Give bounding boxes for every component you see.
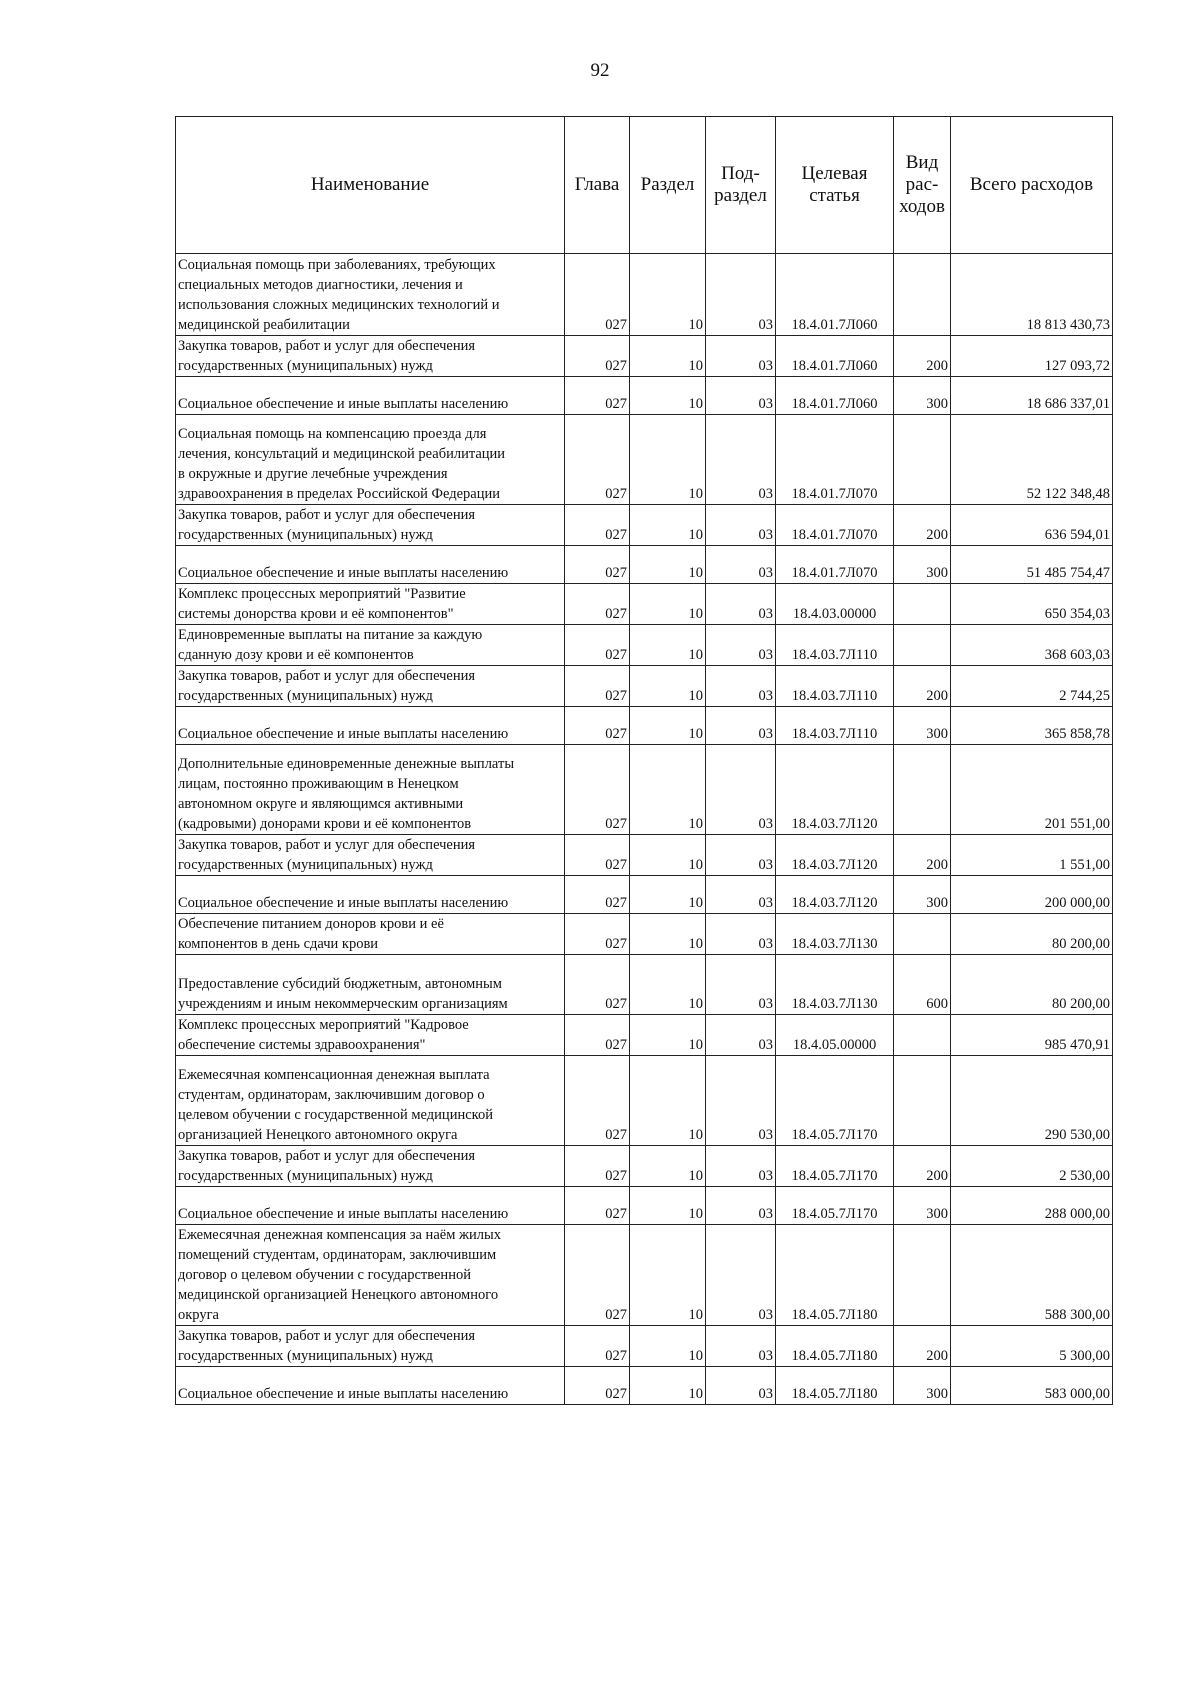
- table-row: [176, 415, 1113, 505]
- cell-name: Закупка товаров, работ и услуг для обеспечения государственных (муниципальных) нужд: [176, 1146, 565, 1187]
- cell-section: 10: [630, 955, 706, 1015]
- cell-name: Социальное обеспечение и иные выплаты населению: [176, 1367, 565, 1405]
- cell-chapter: 027: [565, 584, 630, 625]
- cell-total: 200 000,00: [951, 876, 1113, 914]
- table-row: [176, 625, 1113, 666]
- cell-expense-type: 200: [894, 1326, 951, 1367]
- table-row: [176, 707, 1113, 745]
- cell-subsection: 03: [706, 1146, 776, 1187]
- cell-subsection: 03: [706, 876, 776, 914]
- cell-name: Дополнительные единовременные денежные выплаты лицам, постоянно проживающим в Ненецком автономном округе и являющимся активными (кадровыми) донорами крови и её компонентов: [176, 745, 565, 835]
- cell-target: 18.4.01.7Л060: [776, 254, 894, 336]
- cell-name: Предоставление субсидий бюджетным, автономным учреждениям и иным некоммерческим организациям: [176, 955, 565, 1015]
- cell-target: 18.4.05.00000: [776, 1015, 894, 1056]
- cell-expense-type: [894, 1056, 951, 1146]
- cell-section: 10: [630, 876, 706, 914]
- cell-name: Социальная помощь при заболеваниях, требующих специальных методов диагностики, лечения и использования сложных медицинских технологий и медицинской реабилитации: [176, 254, 565, 336]
- cell-subsection: 03: [706, 1187, 776, 1225]
- column-header-chapter: Глава: [565, 117, 630, 254]
- cell-expense-type: [894, 1015, 951, 1056]
- cell-subsection: 03: [706, 254, 776, 336]
- table-row: [176, 914, 1113, 955]
- budget-table: [175, 116, 1113, 1405]
- cell-subsection: 03: [706, 1056, 776, 1146]
- column-header-total: Всего расходов: [951, 117, 1113, 254]
- cell-target: 18.4.03.00000: [776, 584, 894, 625]
- cell-section: 10: [630, 625, 706, 666]
- cell-name: Социальное обеспечение и иные выплаты населению: [176, 1187, 565, 1225]
- table-row: [176, 1326, 1113, 1367]
- cell-name: Ежемесячная денежная компенсация за наём жилых помещений студентам, ординаторам, заключившим договор о целевом обучении с государственной медицинской организацией Ненецкого автономного округа: [176, 1225, 565, 1326]
- cell-target: 18.4.03.7Л110: [776, 707, 894, 745]
- cell-total: 80 200,00: [951, 914, 1113, 955]
- cell-section: 10: [630, 1146, 706, 1187]
- cell-target: 18.4.01.7Л060: [776, 377, 894, 415]
- cell-total: 583 000,00: [951, 1367, 1113, 1405]
- cell-subsection: 03: [706, 625, 776, 666]
- table-body: [176, 254, 1113, 1405]
- cell-total: 80 200,00: [951, 955, 1113, 1015]
- table-row: [176, 745, 1113, 835]
- cell-chapter: 027: [565, 707, 630, 745]
- cell-total: 51 485 754,47: [951, 546, 1113, 584]
- cell-target: 18.4.03.7Л130: [776, 914, 894, 955]
- cell-section: 10: [630, 546, 706, 584]
- cell-chapter: 027: [565, 914, 630, 955]
- cell-total: 290 530,00: [951, 1056, 1113, 1146]
- cell-total: 288 000,00: [951, 1187, 1113, 1225]
- cell-subsection: 03: [706, 914, 776, 955]
- cell-expense-type: 300: [894, 1187, 951, 1225]
- cell-name: Социальное обеспечение и иные выплаты населению: [176, 707, 565, 745]
- table-row: [176, 584, 1113, 625]
- table-row: [176, 1187, 1113, 1225]
- cell-name: Обеспечение питанием доноров крови и её компонентов в день сдачи крови: [176, 914, 565, 955]
- cell-expense-type: 200: [894, 1146, 951, 1187]
- cell-expense-type: [894, 1225, 951, 1326]
- cell-section: 10: [630, 254, 706, 336]
- cell-total: 18 686 337,01: [951, 377, 1113, 415]
- cell-name: Социальное обеспечение и иные выплаты населению: [176, 876, 565, 914]
- cell-section: 10: [630, 415, 706, 505]
- column-header-target: Целевая статья: [776, 117, 894, 254]
- cell-section: 10: [630, 505, 706, 546]
- cell-target: 18.4.03.7Л120: [776, 876, 894, 914]
- cell-target: 18.4.05.7Л170: [776, 1056, 894, 1146]
- cell-expense-type: 200: [894, 666, 951, 707]
- cell-section: 10: [630, 914, 706, 955]
- cell-name: Социальное обеспечение и иные выплаты населению: [176, 377, 565, 415]
- table-row: [176, 955, 1113, 1015]
- cell-total: 5 300,00: [951, 1326, 1113, 1367]
- cell-section: 10: [630, 1225, 706, 1326]
- cell-total: 636 594,01: [951, 505, 1113, 546]
- cell-target: 18.4.05.7Л180: [776, 1225, 894, 1326]
- cell-section: 10: [630, 745, 706, 835]
- cell-expense-type: 300: [894, 707, 951, 745]
- table-row: [176, 505, 1113, 546]
- table-row: [176, 546, 1113, 584]
- cell-total: 2 744,25: [951, 666, 1113, 707]
- cell-total: 588 300,00: [951, 1225, 1113, 1326]
- cell-expense-type: 300: [894, 546, 951, 584]
- page-number: 92: [590, 60, 610, 81]
- cell-chapter: 027: [565, 254, 630, 336]
- cell-target: 18.4.05.7Л170: [776, 1146, 894, 1187]
- table-row: [176, 1015, 1113, 1056]
- cell-subsection: 03: [706, 955, 776, 1015]
- cell-chapter: 027: [565, 1187, 630, 1225]
- cell-name: Комплекс процессных мероприятий "Кадровое обеспечение системы здравоохранения": [176, 1015, 565, 1056]
- cell-target: 18.4.05.7Л180: [776, 1367, 894, 1405]
- cell-target: 18.4.01.7Л070: [776, 505, 894, 546]
- cell-name: Закупка товаров, работ и услуг для обеспечения государственных (муниципальных) нужд: [176, 835, 565, 876]
- cell-total: 52 122 348,48: [951, 415, 1113, 505]
- cell-target: 18.4.03.7Л130: [776, 955, 894, 1015]
- cell-section: 10: [630, 584, 706, 625]
- cell-chapter: 027: [565, 415, 630, 505]
- cell-chapter: 027: [565, 625, 630, 666]
- cell-expense-type: [894, 625, 951, 666]
- table-row: [176, 1225, 1113, 1326]
- cell-name: Комплекс процессных мероприятий "Развитие системы донорства крови и её компонентов": [176, 584, 565, 625]
- cell-expense-type: 600: [894, 955, 951, 1015]
- table-row: [176, 1146, 1113, 1187]
- column-header-section: Раздел: [630, 117, 706, 254]
- table-header-row: [176, 117, 1113, 254]
- column-header-expense-type: Вид рас- ходов: [894, 117, 951, 254]
- cell-target: 18.4.03.7Л120: [776, 745, 894, 835]
- cell-target: 18.4.05.7Л180: [776, 1326, 894, 1367]
- cell-name: Закупка товаров, работ и услуг для обеспечения государственных (муниципальных) нужд: [176, 505, 565, 546]
- cell-expense-type: [894, 745, 951, 835]
- cell-subsection: 03: [706, 1367, 776, 1405]
- cell-target: 18.4.01.7Л070: [776, 546, 894, 584]
- cell-subsection: 03: [706, 745, 776, 835]
- cell-chapter: 027: [565, 505, 630, 546]
- cell-subsection: 03: [706, 1326, 776, 1367]
- cell-name: Социальное обеспечение и иные выплаты населению: [176, 546, 565, 584]
- cell-expense-type: 200: [894, 336, 951, 377]
- cell-chapter: 027: [565, 1367, 630, 1405]
- cell-subsection: 03: [706, 584, 776, 625]
- cell-name: Закупка товаров, работ и услуг для обеспечения государственных (муниципальных) нужд: [176, 1326, 565, 1367]
- cell-total: 2 530,00: [951, 1146, 1113, 1187]
- cell-expense-type: 300: [894, 1367, 951, 1405]
- cell-total: 650 354,03: [951, 584, 1113, 625]
- table-row: [176, 336, 1113, 377]
- cell-section: 10: [630, 1367, 706, 1405]
- cell-expense-type: 300: [894, 876, 951, 914]
- cell-chapter: 027: [565, 745, 630, 835]
- cell-total: 985 470,91: [951, 1015, 1113, 1056]
- cell-total: 201 551,00: [951, 745, 1113, 835]
- cell-subsection: 03: [706, 1225, 776, 1326]
- cell-section: 10: [630, 336, 706, 377]
- cell-name: Социальная помощь на компенсацию проезда для лечения, консультаций и медицинской реабилитации в окружные и другие лечебные учреждения здравоохранения в пределах Российской Федерации: [176, 415, 565, 505]
- table-row: [176, 666, 1113, 707]
- table-row: [176, 254, 1113, 336]
- cell-target: 18.4.03.7Л120: [776, 835, 894, 876]
- cell-section: 10: [630, 835, 706, 876]
- cell-section: 10: [630, 377, 706, 415]
- cell-chapter: 027: [565, 1056, 630, 1146]
- cell-expense-type: 200: [894, 505, 951, 546]
- cell-chapter: 027: [565, 546, 630, 584]
- cell-section: 10: [630, 1015, 706, 1056]
- cell-section: 10: [630, 1187, 706, 1225]
- cell-target: 18.4.03.7Л110: [776, 666, 894, 707]
- cell-expense-type: [894, 415, 951, 505]
- cell-chapter: 027: [565, 377, 630, 415]
- cell-expense-type: 200: [894, 835, 951, 876]
- table-row: [176, 1367, 1113, 1405]
- cell-section: 10: [630, 707, 706, 745]
- cell-expense-type: 300: [894, 377, 951, 415]
- cell-chapter: 027: [565, 1146, 630, 1187]
- cell-target: 18.4.01.7Л060: [776, 336, 894, 377]
- cell-target: 18.4.05.7Л170: [776, 1187, 894, 1225]
- cell-section: 10: [630, 1056, 706, 1146]
- cell-chapter: 027: [565, 876, 630, 914]
- cell-total: 365 858,78: [951, 707, 1113, 745]
- cell-chapter: 027: [565, 955, 630, 1015]
- cell-section: 10: [630, 1326, 706, 1367]
- cell-chapter: 027: [565, 336, 630, 377]
- cell-name: Ежемесячная компенсационная денежная выплата студентам, ординаторам, заключившим договор о целевом обучении с государственной медицинской организацией Ненецкого автономного округа: [176, 1056, 565, 1146]
- table-row: [176, 377, 1113, 415]
- cell-chapter: 027: [565, 1015, 630, 1056]
- cell-total: 368 603,03: [951, 625, 1113, 666]
- cell-subsection: 03: [706, 1015, 776, 1056]
- cell-name: Закупка товаров, работ и услуг для обеспечения государственных (муниципальных) нужд: [176, 336, 565, 377]
- table-row: [176, 1056, 1113, 1146]
- cell-chapter: 027: [565, 1225, 630, 1326]
- column-header-subsection: Под- раздел: [706, 117, 776, 254]
- cell-subsection: 03: [706, 377, 776, 415]
- cell-subsection: 03: [706, 336, 776, 377]
- table-row: [176, 835, 1113, 876]
- cell-subsection: 03: [706, 666, 776, 707]
- cell-chapter: 027: [565, 666, 630, 707]
- column-header-name: Наименование: [176, 117, 565, 254]
- cell-subsection: 03: [706, 835, 776, 876]
- cell-name: Закупка товаров, работ и услуг для обеспечения государственных (муниципальных) нужд: [176, 666, 565, 707]
- cell-total: 1 551,00: [951, 835, 1113, 876]
- cell-subsection: 03: [706, 505, 776, 546]
- cell-target: 18.4.03.7Л110: [776, 625, 894, 666]
- cell-expense-type: [894, 254, 951, 336]
- cell-expense-type: [894, 914, 951, 955]
- cell-total: 127 093,72: [951, 336, 1113, 377]
- cell-section: 10: [630, 666, 706, 707]
- cell-total: 18 813 430,73: [951, 254, 1113, 336]
- cell-target: 18.4.01.7Л070: [776, 415, 894, 505]
- cell-subsection: 03: [706, 707, 776, 745]
- cell-subsection: 03: [706, 415, 776, 505]
- table-row: [176, 876, 1113, 914]
- cell-name: Единовременные выплаты на питание за каждую сданную дозу крови и её компонентов: [176, 625, 565, 666]
- cell-expense-type: [894, 584, 951, 625]
- cell-subsection: 03: [706, 546, 776, 584]
- cell-chapter: 027: [565, 835, 630, 876]
- cell-chapter: 027: [565, 1326, 630, 1367]
